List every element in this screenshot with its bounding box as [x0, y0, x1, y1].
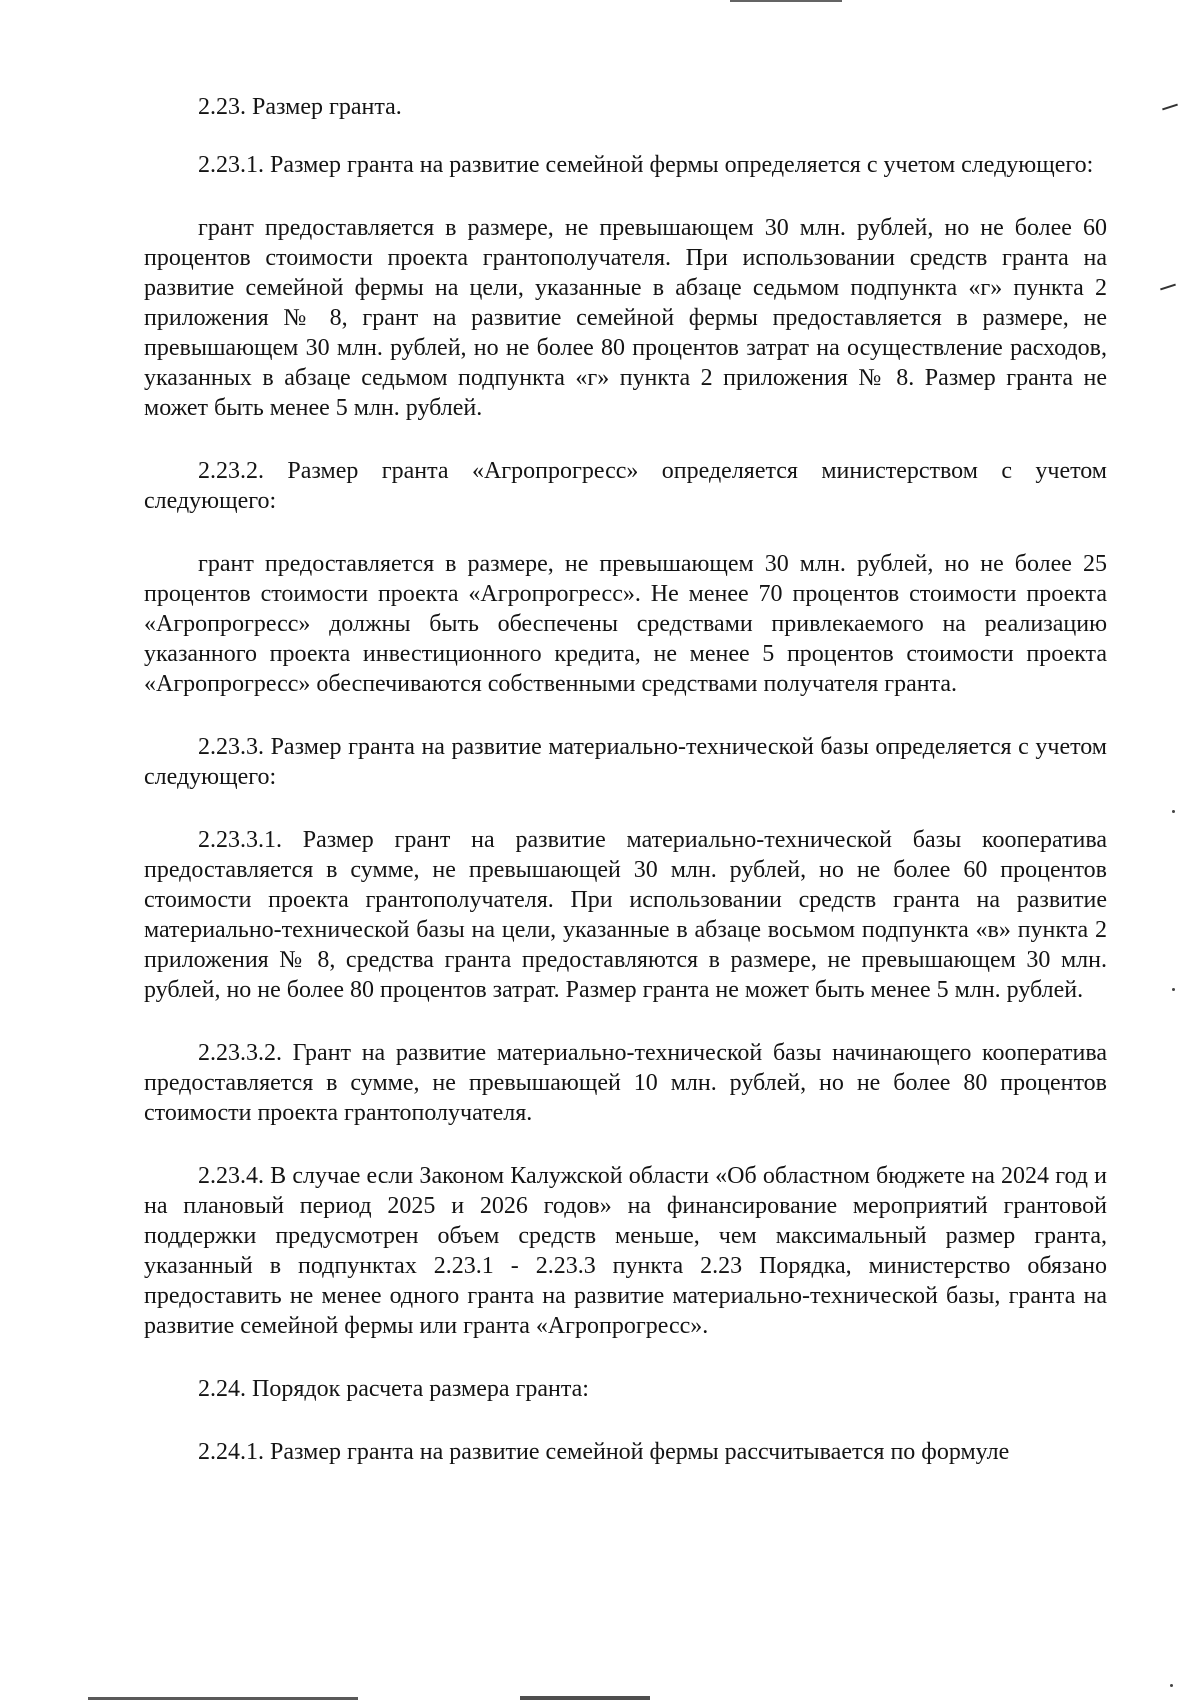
margin-dot: [1170, 1684, 1173, 1687]
margin-mark: [1160, 284, 1176, 291]
paragraph-2-23-3-2: 2.23.3.2. Грант на развитие материально-технической базы начинающего кооператива предоставляется в сумме, не превышающей 10 млн. рублей, но не более 80 процентов стоимости проекта грантополучателя.: [144, 1040, 1107, 1126]
scan-artifact-bottom-left: [88, 1697, 358, 1700]
scan-artifact-bottom-mid: [520, 1696, 650, 1700]
paragraph-2-23-1: 2.23.1. Размер гранта на развитие семейной фермы определяется с учетом следующего:: [198, 152, 1094, 178]
paragraph-2-23-3-1: 2.23.3.1. Размер грант на развитие материально-технической базы кооператива предоставляется в сумме, не превышающей 30 млн. рублей, но не более 60 процентов стоимости проекта грантополучателя. При использовании средств гранта на развитие материально-технической базы на цели, указанные в абзаце восьмом подпункта «в» пункта 2 приложения № 8, средства гранта предоставляются в размере, не превышающем 30 млн. рублей, но не более 80 процентов затрат. Размер гранта не может быть менее 5 млн. рублей.: [144, 827, 1107, 1003]
scan-artifact-top: [730, 0, 842, 2]
margin-dot: [1172, 988, 1175, 991]
paragraph-2-23-3: 2.23.3. Размер гранта на развитие материально-технической базы определяется с учетом следующего:: [144, 734, 1107, 790]
paragraph-2-23-1-text: грант предоставляется в размере, не превышающем 30 млн. рублей, но не более 60 процентов стоимости проекта грантополучателя. При использовании средств гранта на развитие семейной фермы на цели, указанные в абзаце седьмом подпункта «г» пункта 2 приложения № 8, грант на развитие семейной фермы предоставляется в размере, не превышающем 30 млн. рублей, но не более 80 процентов затрат на осуществление расходов, указанных в абзаце седьмом подпункта «г» пункта 2 приложения № 8. Размер гранта не может быть менее 5 млн. рублей.: [144, 215, 1107, 421]
section-heading-2-24: 2.24. Порядок расчета размера гранта:: [198, 1376, 589, 1402]
section-heading-2-23: 2.23. Размер гранта.: [198, 94, 402, 120]
paragraph-2-23-2: 2.23.2. Размер гранта «Агропрогресс» определяется министерством с учетом следующего:: [144, 458, 1107, 514]
document-body: [144, 92, 1107, 1500]
margin-mark: [1162, 104, 1178, 111]
paragraph-2-24-1: 2.24.1. Размер гранта на развитие семейной фермы рассчитывается по формуле: [198, 1439, 1010, 1465]
paragraph-2-23-2-text: грант предоставляется в размере, не превышающем 30 млн. рублей, но не более 25 процентов стоимости проекта «Агропрогресс». Не менее 70 процентов стоимости проекта «Агропрогресс» должны быть обеспечены средствами привлекаемого на реализацию указанного проекта инвестиционного кредита, не менее 5 процентов стоимости проекта «Агропрогресс» обеспечиваются собственными средствами получателя гранта.: [144, 551, 1107, 697]
paragraph-2-23-4: 2.23.4. В случае если Законом Калужской области «Об областном бюджете на 2024 год и на плановый период 2025 и 2026 годов» на финансирование мероприятий грантовой поддержки предусмотрен объем средств меньше, чем максимальный размер гранта, указанный в подпунктах 2.23.1 - 2.23.3 пункта 2.23 Порядка, министерство обязано предоставить не менее одного гранта на развитие материально-технической базы, гранта на развитие семейной фермы или гранта «Агропрогресс».: [144, 1163, 1107, 1339]
margin-dot: [1172, 810, 1175, 813]
